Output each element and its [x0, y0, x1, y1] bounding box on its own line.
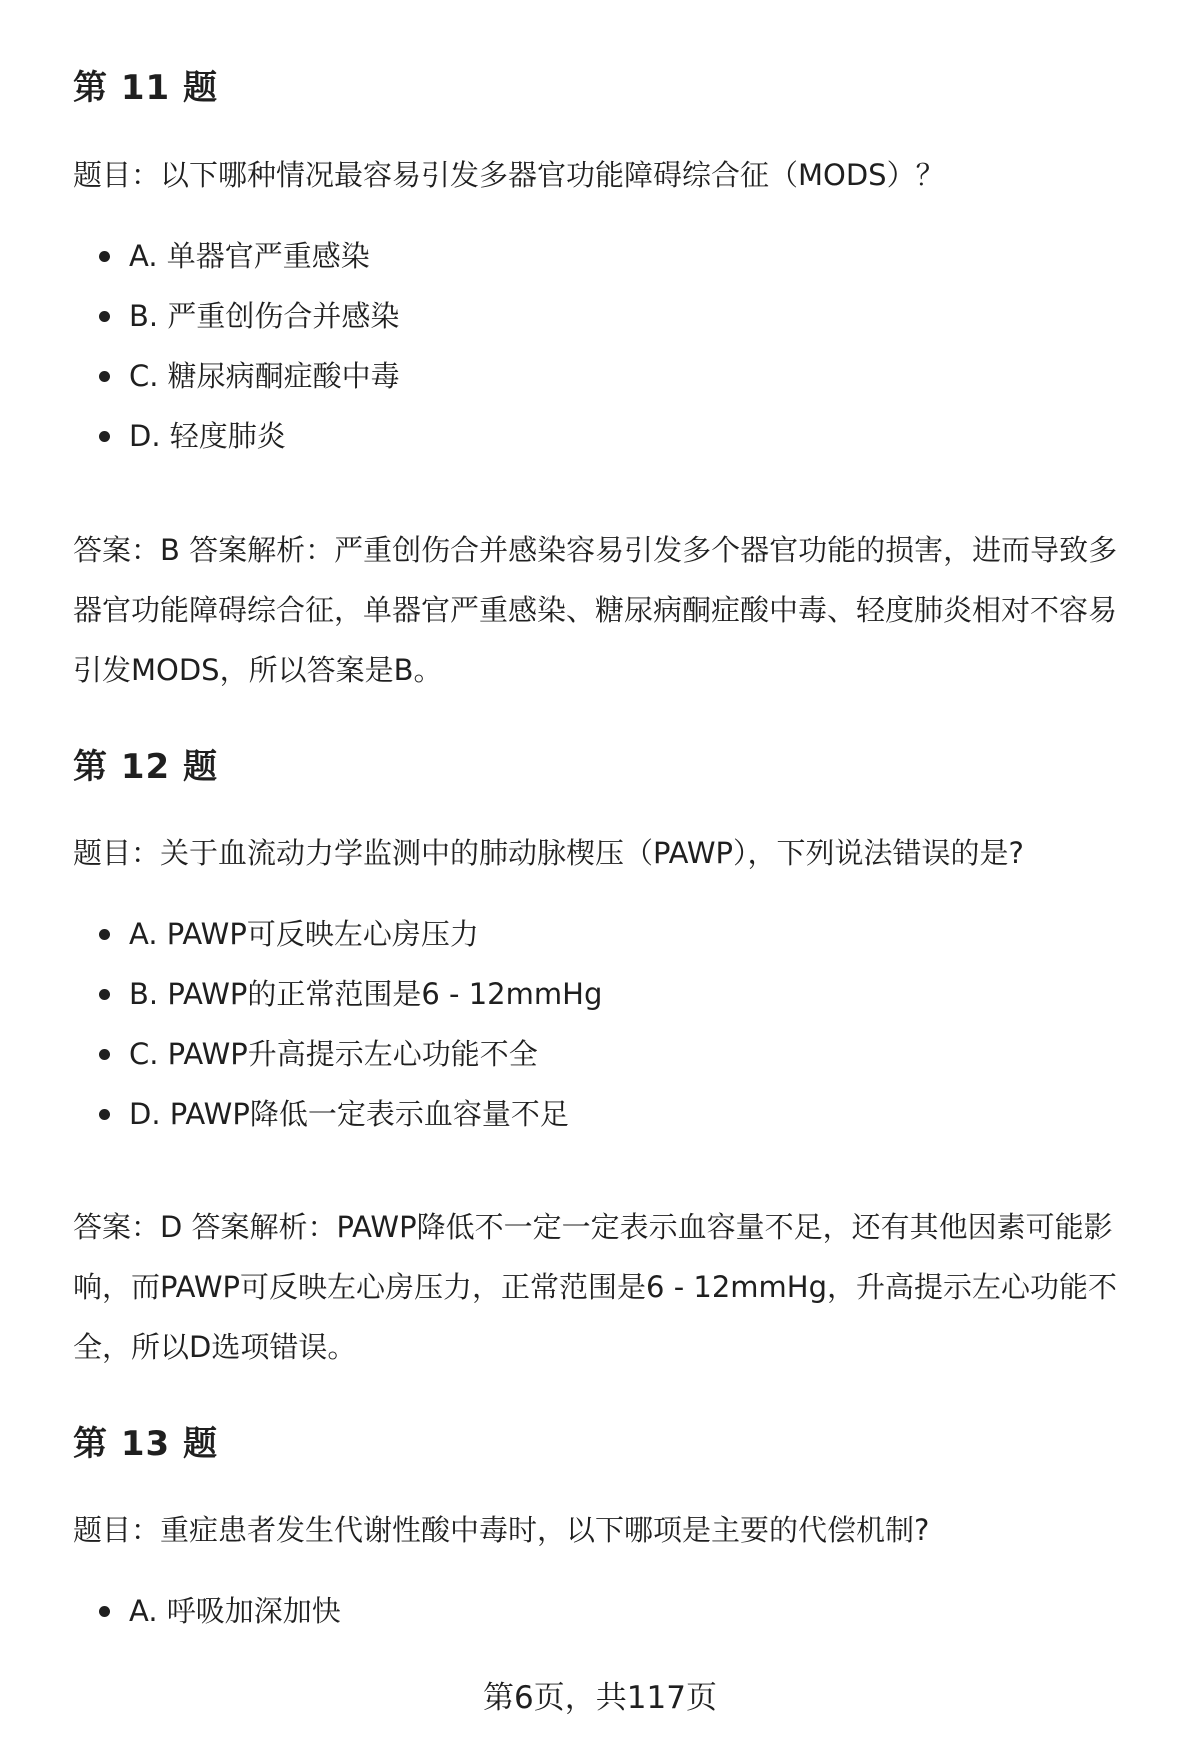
bullet-icon: [99, 1606, 110, 1617]
question-heading: 第 12 题: [73, 747, 218, 787]
question-text: 题目：以下哪种情况最容易引发多器官功能障碍综合征（MODS）？: [73, 158, 945, 192]
option-label: A. PAWP可反映左心房压力: [129, 917, 479, 951]
option-label: A. 呼吸加深加快: [129, 1594, 341, 1628]
option-list: [73, 1591, 341, 1651]
answer-explanation: [73, 520, 1153, 700]
option-item: [73, 236, 400, 296]
bullet-icon: [99, 251, 110, 262]
option-list: [73, 914, 602, 1154]
question-text: 题目：重症患者发生代谢性酸中毒时，以下哪项是主要的代偿机制?: [73, 1513, 930, 1547]
option-item: [73, 1094, 602, 1154]
option-label: A. 单器官严重感染: [129, 239, 370, 273]
option-label: D. PAWP降低一定表示血容量不足: [129, 1097, 569, 1131]
option-item: [73, 1034, 602, 1094]
question-heading: 第 13 题: [73, 1424, 218, 1464]
question-heading: 第 11 题: [73, 68, 218, 108]
answer-line: 答案：B 答案解析：严重创伤合并感染容易引发多个器官功能的损害，进而导致多: [73, 533, 1118, 567]
answer-line: 响，而PAWP可反映左心房压力，正常范围是6 - 12mmHg，升高提示左心功能不: [73, 1270, 1118, 1304]
option-item: [73, 914, 602, 974]
option-item: [73, 974, 602, 1034]
answer-line: 器官功能障碍综合征，单器官严重感染、糖尿病酮症酸中毒、轻度肺炎相对不容易: [73, 593, 1118, 627]
option-label: B. PAWP的正常范围是6 - 12mmHg: [129, 977, 603, 1011]
option-item: [73, 296, 400, 356]
answer-explanation: [73, 1197, 1153, 1377]
option-item: [73, 1591, 341, 1651]
option-list: [73, 236, 400, 476]
option-label: D. 轻度肺炎: [129, 419, 286, 453]
bullet-icon: [99, 311, 110, 322]
option-label: C. 糖尿病酮症酸中毒: [129, 359, 400, 393]
option-label: B. 严重创伤合并感染: [129, 299, 400, 333]
answer-line: 引发MODS，所以答案是B。: [73, 653, 443, 687]
bullet-icon: [99, 431, 110, 442]
question-text: 题目：关于血流动力学监测中的肺动脉楔压（PAWP），下列说法错误的是?: [73, 836, 1024, 870]
option-label: C. PAWP升高提示左心功能不全: [129, 1037, 538, 1071]
bullet-icon: [99, 989, 110, 1000]
option-item: [73, 416, 400, 476]
answer-line: 全，所以D选项错误。: [73, 1330, 357, 1364]
bullet-icon: [99, 371, 110, 382]
bullet-icon: [99, 929, 110, 940]
option-item: [73, 356, 400, 416]
answer-line: 答案：D 答案解析：PAWP降低不一定一定表示血容量不足，还有其他因素可能影: [73, 1210, 1113, 1244]
bullet-icon: [99, 1109, 110, 1120]
bullet-icon: [99, 1049, 110, 1060]
page-number: 第6页，共117页: [483, 1680, 717, 1716]
